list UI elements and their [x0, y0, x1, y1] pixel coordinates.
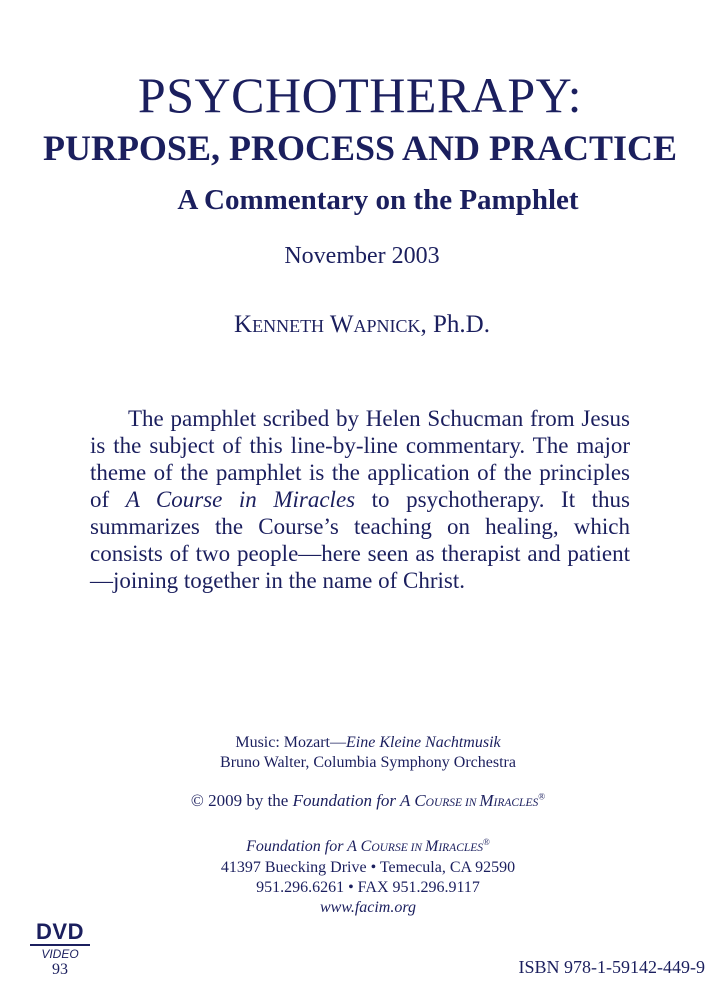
- foundation-name-text: [246, 838, 483, 855]
- registered-mark: ®: [538, 791, 546, 802]
- author-suffix: , Ph.D.: [420, 311, 490, 338]
- dvd-video-label: VIDEO: [41, 947, 79, 961]
- title-line-1: PSYCHOTHERAPY:: [137, 67, 583, 123]
- foundation-name: [8, 832, 720, 858]
- author-first-initial: K: [234, 311, 253, 338]
- description-text-2: to psychotherapy. It thus summarizes the Course’s teaching on healing, which consists of two people—here seen as therapist and patient—joining together in the name of Christ.: [90, 487, 630, 593]
- dvd-badge: [30, 920, 90, 979]
- description: [90, 405, 630, 594]
- foundation-miracles-initial: M: [424, 838, 439, 856]
- music-prefix: Music: Mozart—: [235, 734, 346, 751]
- author-last-initial: W: [329, 311, 354, 338]
- author-last-rest: APNICK: [353, 316, 421, 336]
- dvd-divider: [30, 944, 90, 946]
- subtitle: A Commentary on the Pamphlet: [177, 184, 579, 216]
- music-line: [8, 733, 720, 753]
- website-link: www.facim.org: [319, 899, 416, 917]
- copyright-line: [8, 791, 720, 811]
- foundation-address: [8, 832, 720, 918]
- date: November 2003: [284, 243, 440, 269]
- street-address: 41397 Buecking Drive • Temecula, CA 92590: [220, 859, 516, 877]
- author: [2, 311, 720, 339]
- foundation-course-rest: OURSE IN: [371, 842, 425, 855]
- dvd-label: DVD: [36, 919, 84, 944]
- title-line-2: PURPOSE, PROCESS AND PRACTICE: [42, 128, 678, 168]
- description-book-title: A Course in Miracles: [125, 487, 356, 512]
- copyright-course-initial: C: [414, 791, 426, 810]
- description-text-1: The pamphlet scribed by Helen Schucman from Jesus is the subject of this line-by-line commentary. The major theme of the pamphlet is the application of the principles of: [90, 406, 630, 512]
- copyright-course-rest: OURSE IN: [425, 797, 480, 809]
- copyright-prefix: © 2009 by the: [190, 791, 293, 810]
- foundation-prefix: Foundation for A: [246, 838, 361, 856]
- phone-fax: 951.296.6261 • FAX 951.296.9117: [256, 879, 480, 897]
- foundation-course-initial: C: [360, 838, 372, 856]
- music-credits: [8, 733, 720, 773]
- dvd-number: 93: [52, 961, 68, 978]
- music-piece: Eine Kleine Nachtmusik: [346, 734, 501, 751]
- foundation-miracles-rest: IRACLES: [438, 842, 484, 855]
- copyright-miracles-initial: M: [479, 791, 494, 810]
- copyright-miracles-rest: IRACLES: [493, 797, 539, 809]
- registered-mark: ®: [483, 837, 490, 847]
- copyright-foundation: [293, 791, 539, 810]
- music-performers: Bruno Walter, Columbia Symphony Orchestra: [220, 754, 516, 771]
- isbn: ISBN 978-1-59142-449-9: [518, 957, 705, 977]
- author-first-rest: ENNETH: [252, 316, 325, 336]
- copyright-foundation-prefix: Foundation for A: [292, 791, 415, 810]
